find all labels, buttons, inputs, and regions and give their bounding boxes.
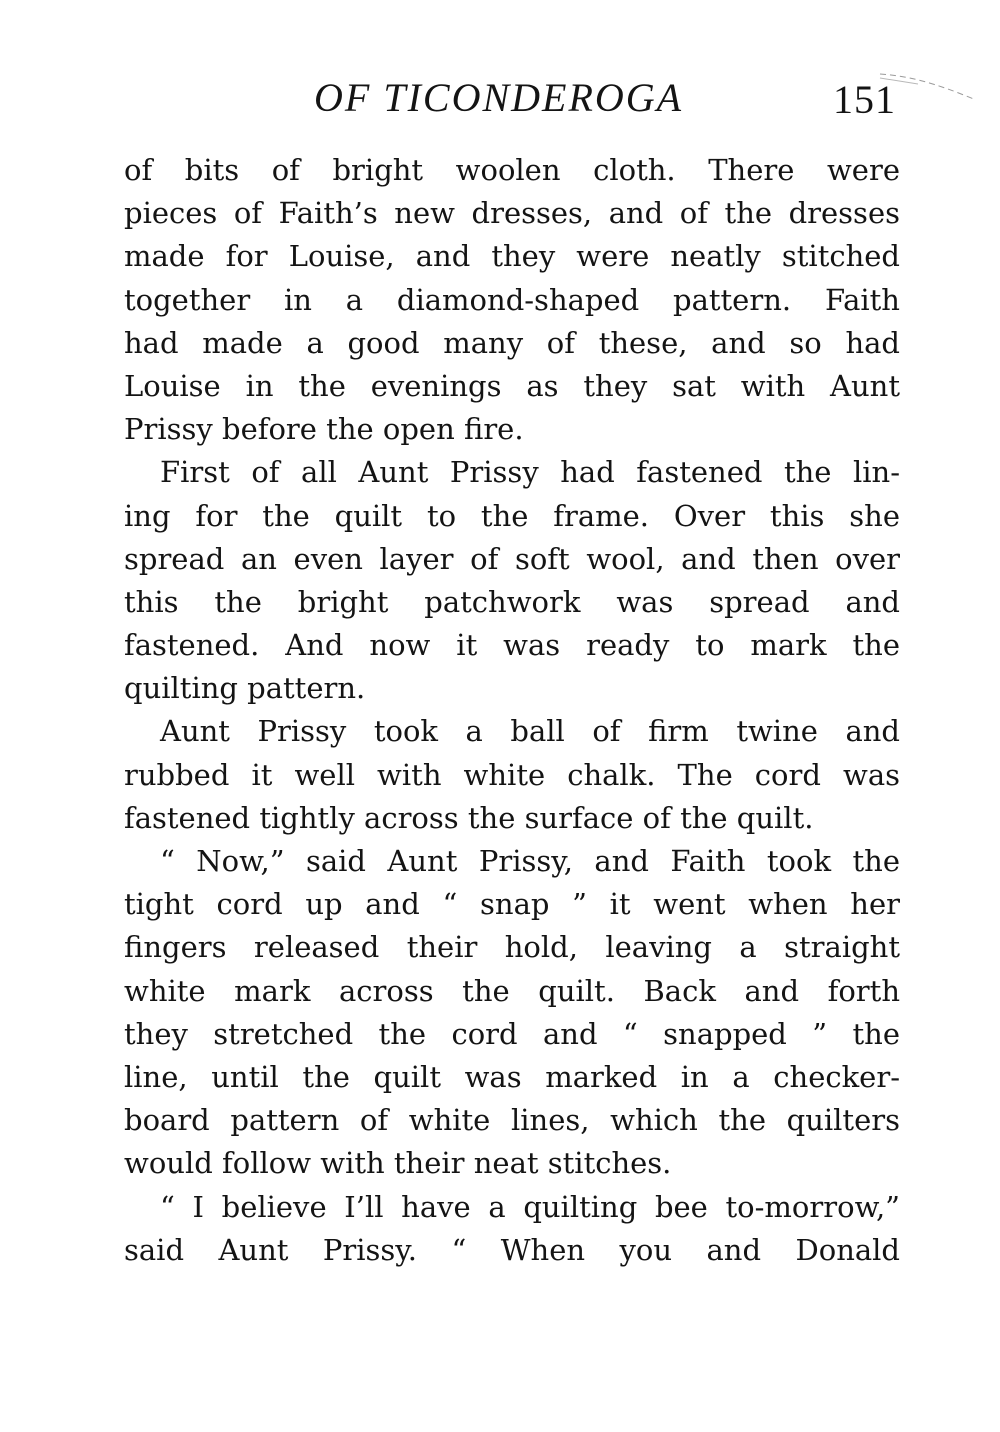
text-line: board pattern of white lines, which the quilters (124, 1103, 900, 1138)
text-line: pieces of Faith’s new dresses, and of the dresses (124, 196, 900, 231)
text-line: together in a diamond-shaped pattern. Faith (124, 282, 900, 317)
text-line: Aunt Prissy took a ball of firm twine and (160, 714, 900, 749)
text-line: quilting pattern. (124, 671, 366, 706)
text-line: fingers released their hold, leaving a straight (124, 930, 900, 965)
page-corner-stain (878, 72, 978, 112)
text-line: had made a good many of these, and so had (124, 325, 900, 360)
text-line: white mark across the quilt. Back and forth (124, 973, 900, 1008)
text-line: spread an even layer of soft wool, and then over (124, 541, 900, 576)
page-number: 151 (833, 77, 896, 122)
text-line: fastened. And now it was ready to mark the (124, 628, 900, 663)
text-line: made for Louise, and they were neatly stitched (124, 239, 900, 274)
running-head (124, 74, 900, 130)
running-title: OF TICONDEROGA (314, 75, 684, 120)
text-line: “ Now,” said Aunt Prissy, and Faith took the (160, 844, 900, 878)
text-line: Prissy before the open fire. (124, 412, 524, 447)
text-line: “ I believe I’ll have a quilting bee to-morrow,” (160, 1189, 900, 1224)
text-line: rubbed it well with white chalk. The cord was (124, 757, 900, 792)
body-text (124, 149, 900, 1272)
text-line: Louise in the evenings as they sat with Aunt (124, 368, 900, 403)
text-line: this the bright patchwork was spread and (124, 584, 900, 619)
text-line: of bits of bright woolen cloth. There were (124, 153, 900, 187)
text-line: said Aunt Prissy. “ When you and Donald (124, 1232, 900, 1267)
text-line: line, until the quilt was marked in a checker- (124, 1059, 900, 1094)
text-line: would follow with their neat stitches. (124, 1146, 672, 1181)
text-line: they stretched the cord and “ snapped ” the (124, 1016, 900, 1051)
text-line: ing for the quilt to the frame. Over this she (124, 498, 900, 533)
text-line: First of all Aunt Prissy had fastened the lin- (160, 455, 900, 490)
text-line: tight cord up and “ snap ” it went when her (124, 887, 900, 922)
text-line: fastened tightly across the surface of the quilt. (124, 800, 814, 835)
